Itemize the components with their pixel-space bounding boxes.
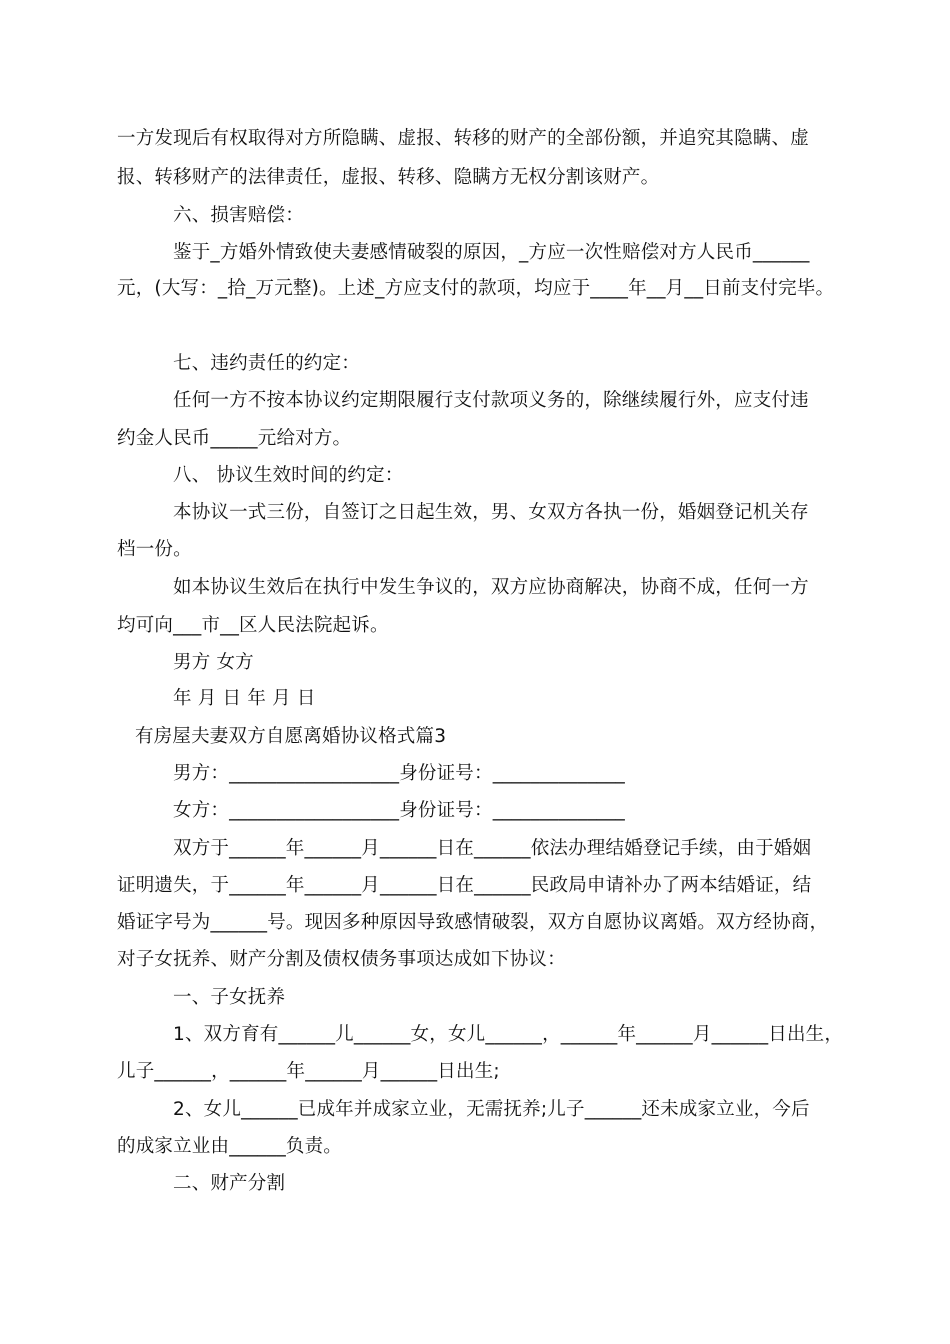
text-line: 对子女抚养、财产分割及债权债务事项达成如下协议： [117,949,566,970]
section-heading: 一、子女抚养 [173,987,286,1008]
text-line: 1、双方育有______儿______女，女儿______，______年______月______日出生， [173,1024,844,1045]
section-heading: 七、违约责任的约定： [173,353,361,374]
text-line: 档一份。 [117,539,192,560]
text-line: 报、转移财产的法律责任，虚报、转移、隐瞒方无权分割该财产。 [117,167,660,188]
text-line: 儿子______，______年______月______日出生; [117,1061,500,1082]
text-line: 婚证字号为______号。现因多种原因导致感情破裂，双方自愿协议离婚。双方经协商， [117,912,829,933]
text-line: 任何一方不按本协议约定期限履行支付款项义务的，除继续履行外，应支付违 [173,390,809,411]
section-heading: 六、损害赔偿： [173,205,304,226]
section-heading: 八、 协议生效时间的约定： [173,465,404,486]
form-field-line: 女方：__________________身份证号：______________ [173,800,626,821]
text-line: 2、女儿______已成年并成家立业，无需抚养;儿子______还未成家立业，今后 [173,1099,810,1120]
text-line: 约金人民币_____元给对方。 [117,428,352,449]
document-title: 有房屋夫妻双方自愿离婚协议格式篇3 [135,726,447,747]
form-field-line: 男方：__________________身份证号：______________ [173,763,626,784]
date-line: 年 月 日 年 月 日 [173,688,316,709]
text-line: 本协议一式三份，自签订之日起生效，男、女双方各执一份，婚姻登记机关存 [173,502,809,523]
signature-line: 男方 女方 [173,652,254,673]
text-line: 证明遗失，于______年______月______日在______民政局申请补办了两本结婚证，结 [117,875,812,896]
text-line: 如本协议生效后在执行中发生争议的，双方应协商解决，协商不成，任何一方 [173,577,809,598]
text-line: 的成家立业由______负责。 [117,1136,343,1157]
text-line: 双方于______年______月______日在______依法办理结婚登记手续，由于婚姻 [173,838,812,859]
section-heading: 二、财产分割 [173,1173,286,1194]
text-line: 鉴于_方婚外情致使夫妻感情破裂的原因，_方应一次性赔偿对方人民币______ [173,242,810,263]
text-line: 一方发现后有权取得对方所隐瞒、虚报、转移的财产的全部份额，并追究其隐瞒、虚 [117,128,809,149]
text-line: 均可向___市__区人民法院起诉。 [117,615,389,636]
text-line: 元，(大写：_拾_万元整)。上述_方应支付的款项，均应于____年__月__日前支付完毕。 [117,278,835,299]
